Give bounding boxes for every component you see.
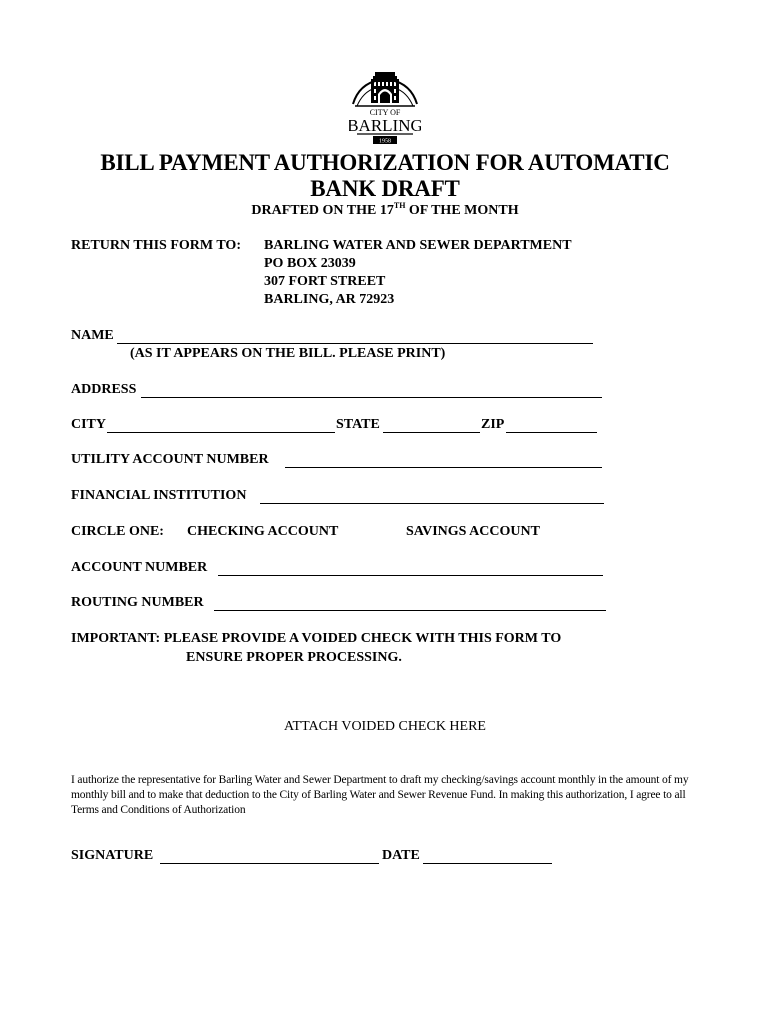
drafted-prefix: DRAFTED ON THE 17 (251, 203, 394, 218)
name-label: NAME (71, 328, 114, 343)
account-number-field-line[interactable] (218, 575, 603, 576)
name-note: (AS IT APPEARS ON THE BILL. PLEASE PRINT) (130, 346, 446, 361)
state-field-line[interactable] (383, 432, 480, 433)
authorization-statement: I authorize the representative for Barling Water and Sewer Department to draft my checking/savings account monthly in the amount of my monthly bill and to make that deduction to the City of Barling Water and Sewer Revenue Fund. In making this authorization, I agree to all Terms and Conditions of Authorization (71, 774, 689, 816)
state-label: STATE (336, 417, 380, 432)
checking-account-option[interactable]: CHECKING ACCOUNT (187, 524, 339, 539)
drafted-suffix: OF THE MONTH (405, 203, 519, 218)
city-label: CITY (71, 417, 107, 432)
savings-account-option[interactable]: SAVINGS ACCOUNT (406, 524, 540, 539)
return-po-box: PO BOX 23039 (264, 256, 356, 271)
important-notice-line-2: ENSURE PROPER PROCESSING. (186, 650, 402, 665)
form-title-line-2: BANK DRAFT (310, 176, 460, 201)
signature-field-line[interactable] (160, 863, 379, 864)
utility-account-field-line[interactable] (285, 467, 602, 468)
return-form-label: RETURN THIS FORM TO: (71, 238, 241, 253)
return-city-state-zip: BARLING, AR 72923 (264, 292, 395, 307)
logo-year-text: 1958 (379, 138, 391, 145)
address-label: ADDRESS (71, 382, 137, 397)
city-field-line[interactable] (107, 432, 335, 433)
drafted-on-notice (0, 203, 770, 219)
return-street: 307 FORT STREET (264, 274, 386, 289)
barling-seal-graphic (349, 70, 421, 148)
routing-number-label: ROUTING NUMBER (71, 595, 204, 610)
form-title-line-1: BILL PAYMENT AUTHORIZATION FOR AUTOMATIC (100, 150, 670, 175)
financial-institution-label: FINANCIAL INSTITUTION (71, 488, 247, 503)
date-label: DATE (382, 848, 420, 863)
routing-number-field-line[interactable] (214, 610, 606, 611)
address-field-line[interactable] (141, 397, 602, 398)
important-notice-line-1: IMPORTANT: PLEASE PROVIDE A VOIDED CHECK WITH THIS FORM TO (71, 631, 562, 646)
attach-voided-check-area: ATTACH VOIDED CHECK HERE (283, 719, 486, 734)
circle-one-label: CIRCLE ONE: (71, 524, 164, 539)
date-field-line[interactable] (423, 863, 552, 864)
zip-label: ZIP (481, 417, 505, 432)
account-number-label: ACCOUNT NUMBER (71, 560, 208, 575)
return-dept: BARLING WATER AND SEWER DEPARTMENT (264, 238, 572, 253)
drafted-superscript: TH (393, 201, 406, 210)
name-field-line[interactable] (117, 343, 593, 344)
financial-institution-field-line[interactable] (260, 503, 604, 504)
city-of-barling-logo (349, 70, 421, 148)
logo-barling-text: BARLING (349, 116, 421, 135)
logo-city-of-text: CITY OF (369, 108, 401, 117)
signature-label: SIGNATURE (71, 848, 154, 863)
zip-field-line[interactable] (506, 432, 597, 433)
utility-account-label: UTILITY ACCOUNT NUMBER (71, 452, 269, 467)
